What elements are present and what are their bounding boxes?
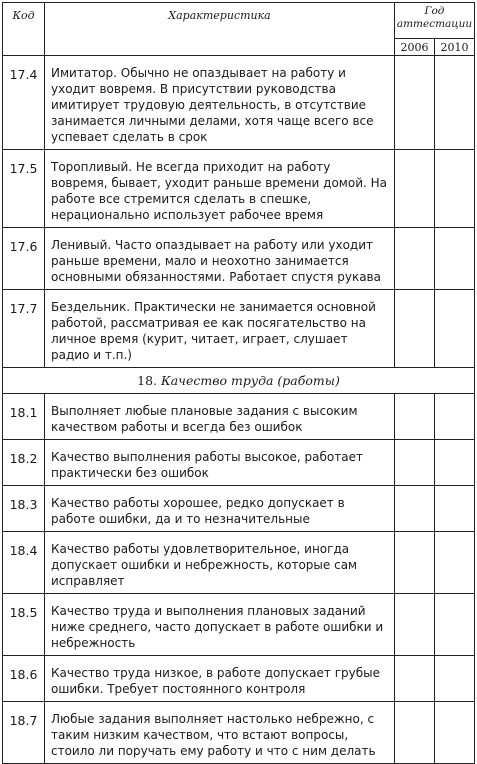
row-text: Торопливый. Не всегда приходит на работу вовремя, бывает, уходит раньше времени домой. На работе все стремится сделать в спешке, нерационально использует рабочее время <box>45 150 395 228</box>
cell-2010[interactable] <box>435 56 475 150</box>
row-code: 17.6 <box>3 228 45 290</box>
table-row <box>3 594 475 656</box>
table-row <box>3 656 475 702</box>
cell-2006[interactable] <box>395 594 435 656</box>
section-title <box>3 368 475 394</box>
table-row <box>3 702 475 764</box>
cell-2006[interactable] <box>395 394 435 440</box>
table-row <box>3 532 475 594</box>
cell-2010[interactable] <box>435 394 475 440</box>
cell-2010[interactable] <box>435 656 475 702</box>
header-year <box>395 3 475 39</box>
row-text: Качество работы удовлетворительное, иногда допускает ошибки и небрежность, которые сам исправляет <box>45 532 395 594</box>
header-characteristic: Характеристика <box>45 3 395 56</box>
cell-2006[interactable] <box>395 228 435 290</box>
cell-2006[interactable] <box>395 150 435 228</box>
section-number: 18. <box>137 373 158 388</box>
cell-2006[interactable] <box>395 702 435 764</box>
cell-2006[interactable] <box>395 440 435 486</box>
header-code: Код <box>3 3 45 56</box>
table-row <box>3 150 475 228</box>
row-text: Имитатор. Обычно не опаздывает на работу и уходит вовремя. В присутствии руководства имитирует трудовую деятельность, в отсутствие занимается личными делами, хотя чаще всего все успевает сделать в срок <box>45 56 395 150</box>
cell-2006[interactable] <box>395 56 435 150</box>
table-row <box>3 290 475 368</box>
cell-2010[interactable] <box>435 290 475 368</box>
cell-2006[interactable] <box>395 532 435 594</box>
table-row <box>3 394 475 440</box>
row-text: Качество труда низкое, в работе допускает грубые ошибки. Требует постоянного контроля <box>45 656 395 702</box>
cell-2010[interactable] <box>435 486 475 532</box>
header-year-line1: Год <box>424 5 445 17</box>
row-text: Качество работы хорошее, редко допускает в работе ошибки, да и то незначительные <box>45 486 395 532</box>
cell-2010[interactable] <box>435 228 475 290</box>
table-row <box>3 486 475 532</box>
row-code: 17.7 <box>3 290 45 368</box>
row-code: 17.5 <box>3 150 45 228</box>
attestation-table <box>2 2 475 764</box>
row-code: 17.4 <box>3 56 45 150</box>
table-row <box>3 56 475 150</box>
header-year-2006: 2006 <box>395 39 435 56</box>
cell-2010[interactable] <box>435 594 475 656</box>
table-row <box>3 440 475 486</box>
header-year-2010: 2010 <box>435 39 475 56</box>
row-text: Качество труда и выполнения плановых заданий ниже среднего, часто допускает в работе ошибки и небрежность <box>45 594 395 656</box>
row-code: 18.1 <box>3 394 45 440</box>
row-code: 18.6 <box>3 656 45 702</box>
cell-2006[interactable] <box>395 486 435 532</box>
header-year-line2: аттестации <box>396 18 473 30</box>
table-row <box>3 228 475 290</box>
cell-2010[interactable] <box>435 440 475 486</box>
cell-2010[interactable] <box>435 532 475 594</box>
section-name: Качество труда (работы) <box>161 373 340 388</box>
row-text: Качество выполнения работы высокое, работает практически без ошибок <box>45 440 395 486</box>
row-code: 18.7 <box>3 702 45 764</box>
section-row <box>3 368 475 394</box>
cell-2006[interactable] <box>395 290 435 368</box>
row-text: Выполняет любые плановые задания с высоким качеством работы и всегда без ошибок <box>45 394 395 440</box>
row-code: 18.5 <box>3 594 45 656</box>
row-code: 18.4 <box>3 532 45 594</box>
row-text: Бездельник. Практически не занимается основной работой, рассматривая ее как посягательство на личное время (курит, читает, играет, слушает радио и т.п.) <box>45 290 395 368</box>
cell-2006[interactable] <box>395 656 435 702</box>
row-code: 18.2 <box>3 440 45 486</box>
row-code: 18.3 <box>3 486 45 532</box>
cell-2010[interactable] <box>435 150 475 228</box>
row-text: Ленивый. Часто опаздывает на работу или уходит раньше времени, мало и неохотно занимается основными обязанностями. Работает спустя рукава <box>45 228 395 290</box>
row-text: Любые задания выполняет настолько небрежно, с таким низким качеством, что встают вопросы, стоило ли поручать ему работу и что с ним делать <box>45 702 395 764</box>
cell-2010[interactable] <box>435 702 475 764</box>
